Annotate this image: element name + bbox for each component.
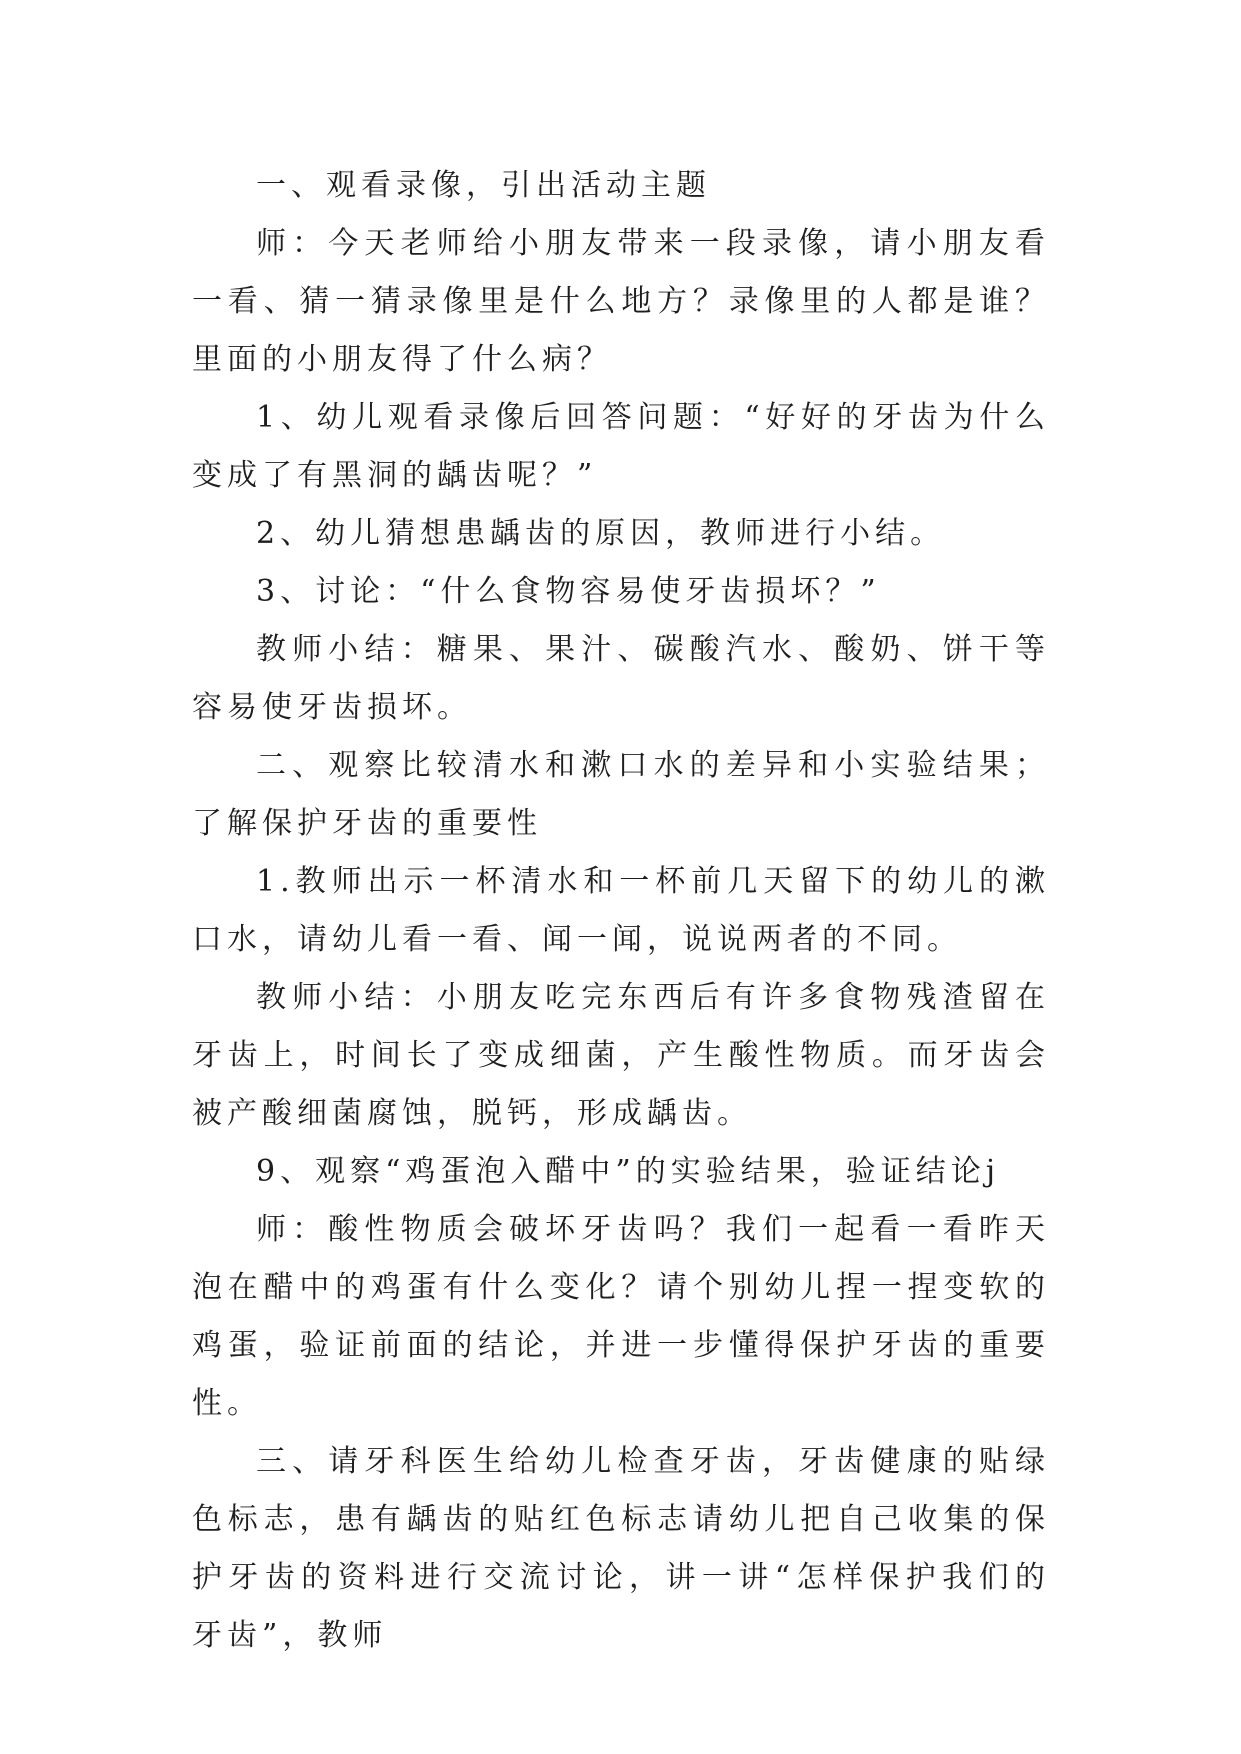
list-item-egg-experiment: 9、观察“鸡蛋泡入醋中”的实验结果，验证结论j [256, 1154, 1001, 1189]
document-page [192, 157, 1050, 1665]
section-heading-3: 三、请牙科医生给幼儿检查牙齿，牙齿健康的贴绿色标志，患有龋齿的贴红色标志请幼儿把自己收集的保护牙齿的资料进行交流讨论，讲一讲“怎样保护我们的牙齿”，教师 [192, 1444, 1050, 1653]
section-heading-2: 二、观察比较清水和漱口水的差异和小实验结果；了解保护牙齿的重要性 [192, 748, 1050, 841]
teacher-summary-1: 教师小结：糖果、果汁、碳酸汽水、酸奶、饼干等容易使牙齿损坏。 [192, 632, 1050, 725]
teacher-summary-2: 教师小结：小朋友吃完东西后有许多食物残渣留在牙齿上，时间长了变成细菌，产生酸性物质。而牙齿会被产酸细菌腐蚀，脱钙，形成龋齿。 [192, 980, 1050, 1131]
list-item-water-compare: 1.教师出示一杯清水和一杯前几天留下的幼儿的漱口水，请幼儿看一看、闻一闻，说说两者的不同。 [192, 864, 1050, 957]
list-item-2: 2、幼儿猜想患龋齿的原因，教师进行小结。 [256, 516, 946, 551]
paragraph-teacher-intro: 师：今天老师给小朋友带来一段录像，请小朋友看一看、猜一猜录像里是什么地方？录像里的人都是谁？里面的小朋友得了什么病？ [192, 226, 1050, 377]
section-heading-1: 一、观看录像，引出活动主题 [256, 168, 711, 203]
list-item-3: 3、讨论：“什么食物容易使牙齿损坏？” [256, 574, 881, 609]
list-item-1: 1、幼儿观看录像后回答问题：“好好的牙齿为什么变成了有黑洞的龋齿呢？” [192, 400, 1050, 493]
paragraph-teacher-question: 师：酸性物质会破坏牙齿吗？我们一起看一看昨天泡在醋中的鸡蛋有什么变化？请个别幼儿捏一捏变软的鸡蛋，验证前面的结论，并进一步懂得保护牙齿的重要性。 [192, 1212, 1050, 1421]
